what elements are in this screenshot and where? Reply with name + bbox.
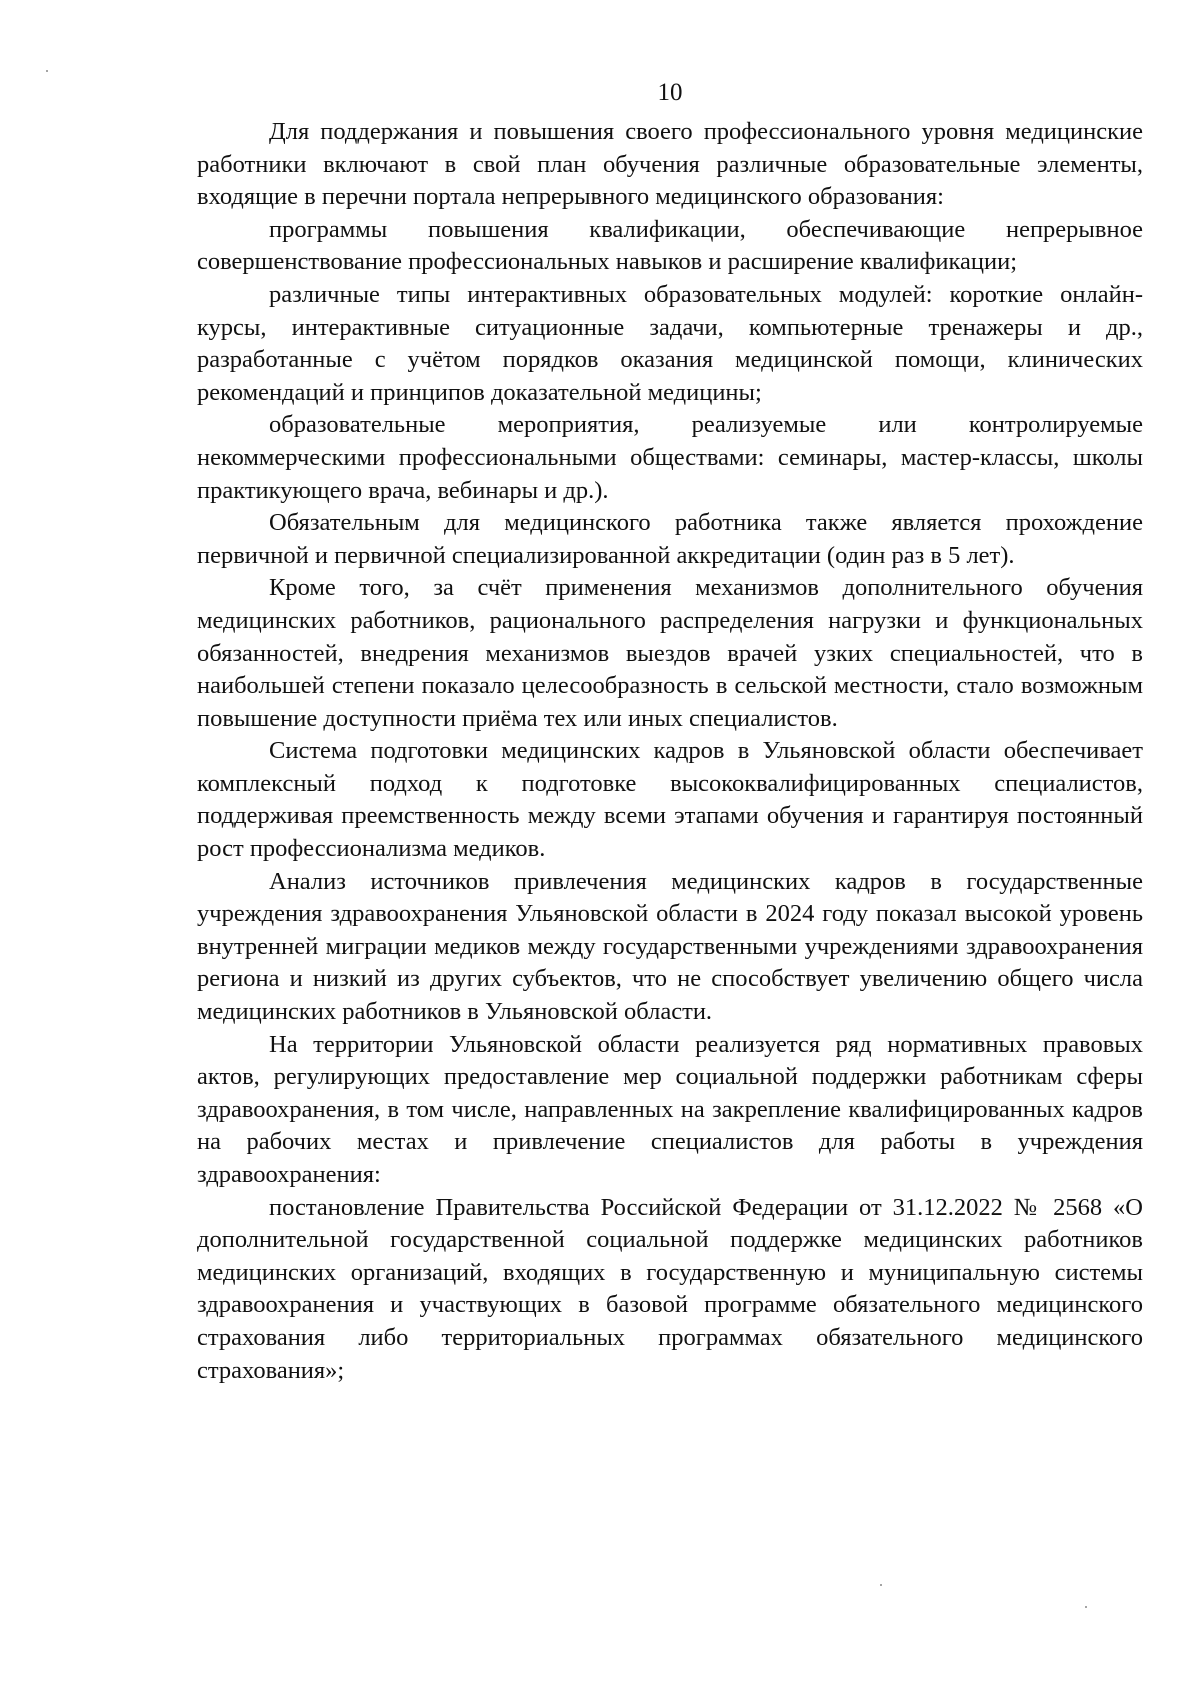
paragraph-sources-analysis: Анализ источников привлечения медицинских кадров в государственные учреждения здравоохранения Ульяновской области в 2024 году показал высокой уровень внутренней миграции медиков между государственными учреждениями здравоохранения региона и низкий из других субъектов, что не способствует увеличению общего числа медицинских работников в Ульяновской области. (197, 867, 1143, 1026)
paragraph-accreditation: Обязательным для медицинского работника также является прохождение первичной и первичной специализированной аккредитации (один раз в 5 лет). (197, 509, 1143, 569)
document-body (197, 116, 1143, 1387)
page-number: 10 (657, 79, 683, 106)
scan-speck (46, 70, 48, 72)
paragraph-training-system: Система подготовки медицинских кадров в Ульяновской области обеспечивает комплексный подход к подготовке высококвалифицированных специалистов, поддерживая преемственность между всеми этапами обучения и гарантируя постоянный рост профессионализма медиков. (197, 737, 1143, 863)
paragraph-additional-training: Кроме того, за счёт применения механизмов дополнительного обучения медицинских работников, рационального распределения нагрузки и функциональных обязанностей, внедрения механизмов выездов врачей узких специальностей, что в наибольшей степени показало целесообразность в сельской местности, стало возможным повышение доступности приёма тех или иных специалистов. (197, 574, 1143, 732)
paragraph-intro: Для поддержания и повышения своего профессионального уровня медицинские работники включают в свой план обучения различные образовательные элементы, входящие в перечни портала непрерывного медицинского образования: (197, 118, 1143, 211)
scan-speck (880, 1584, 882, 1586)
paragraph-regulations: На территории Ульяновской области реализуется ряд нормативных правовых актов, регулирующих предоставление мер социальной поддержки работникам сферы здравоохранения, в том числе, направленных на закрепление квалифицированных кадров на рабочих местах и привлечение специалистов для работы в учреждения здравоохранения: (197, 1030, 1143, 1188)
paragraph-government-decree: постановление Правительства Российской Федерации от 31.12.2022 № 2568 «О дополнительной государственной социальной поддержке медицинских работников медицинских организаций, входящих в государственную и муниципальную системы здравоохранения и участвующих в базовой программе обязательного медицинского страхования либо территориальных программах обязательного медицинского страхования»; (197, 1193, 1143, 1384)
paragraph-list-item-events: образовательные мероприятия, реализуемые или контролируемые некоммерческими профессиональными обществами: семинары, мастер-классы, школы практикующего врача, вебинары и др.). (197, 411, 1143, 504)
paragraph-list-item-programs: программы повышения квалификации, обеспечивающие непрерывное совершенствование профессиональных навыков и расширение квалификации; (197, 215, 1143, 276)
paragraph-list-item-modules: различные типы интерактивных образовательных модулей: короткие онлайн-курсы, интерактивные ситуационные задачи, компьютерные тренажеры и др., разработанные с учётом порядков оказания медицинской помощи, клинических рекомендаций и принципов доказательной медицины; (197, 280, 1143, 406)
scan-speck (1085, 1606, 1087, 1608)
